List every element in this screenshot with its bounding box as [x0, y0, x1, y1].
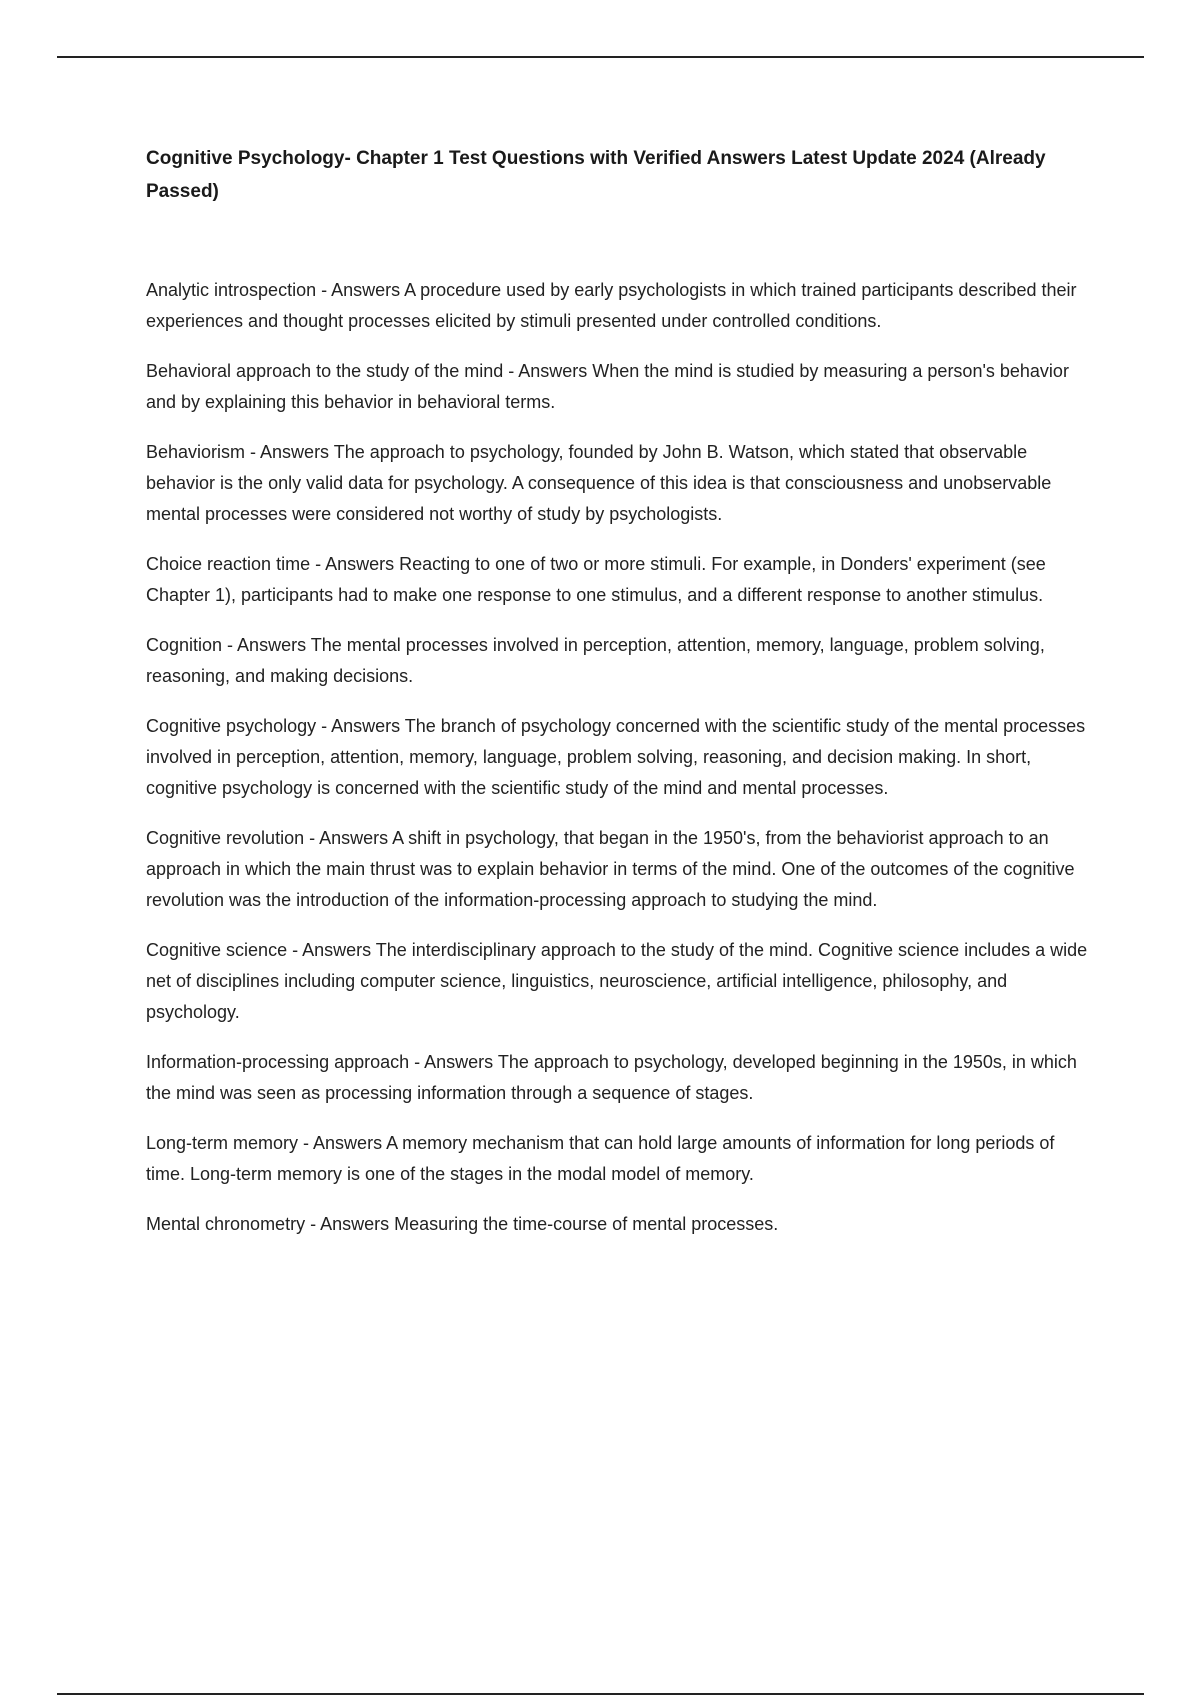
- list-item: Choice reaction time - Answers Reacting to one of two or more stimuli. For example, in Donders' experiment (see Chapter 1), participants had to make one response to one stimulus, and a different response to another stimulus.: [146, 554, 1046, 605]
- list-item: Information-processing approach - Answers The approach to psychology, developed beginning in the 1950s, in which the mind was seen as processing information through a sequence of stages.: [146, 1052, 1077, 1103]
- list-item: Analytic introspection - Answers A procedure used by early psychologists in which trained participants described their experiences and thought processes elicited by stimuli presented under controlled conditions.: [146, 280, 1077, 331]
- top-divider: [57, 56, 1144, 58]
- list-item: Cognitive psychology - Answers The branch of psychology concerned with the scientific study of the mental processes involved in perception, attention, memory, language, problem solving, reasoning, and decision making. In short, cognitive psychology is concerned with the scientific study of the mind and mental processes.: [146, 716, 1086, 798]
- document-title: Cognitive Psychology- Chapter 1 Test Questions with Verified Answers Latest Update 2024 (Already Passed): [146, 148, 1046, 202]
- list-item: Cognitive revolution - Answers A shift in psychology, that began in the 1950's, from the behaviorist approach to an approach in which the main thrust was to explain behavior in terms of the mind. One of the outcomes of the cognitive revolution was the introduction of the information-processing approach to studying the mind.: [146, 828, 1075, 910]
- list-item: Cognitive science - Answers The interdisciplinary approach to the study of the mind. Cognitive science includes a wide net of disciplines including computer science, linguistics, neuroscience, artificial intelligence, philosophy, and psychology.: [146, 940, 1088, 1022]
- entry-list: [146, 275, 1091, 1259]
- list-item: Mental chronometry - Answers Measuring the time-course of mental processes.: [146, 1214, 779, 1234]
- list-item: Cognition - Answers The mental processes involved in perception, attention, memory, language, problem solving, reasoning, and making decisions.: [146, 635, 1045, 686]
- list-item: Long-term memory - Answers A memory mechanism that can hold large amounts of information for long periods of time. Long-term memory is one of the stages in the modal model of memory.: [146, 1133, 1055, 1184]
- bottom-divider: [57, 1693, 1144, 1695]
- list-item: Behavioral approach to the study of the mind - Answers When the mind is studied by measuring a person's behavior and by explaining this behavior in behavioral terms.: [146, 361, 1069, 412]
- list-item: Behaviorism - Answers The approach to psychology, founded by John B. Watson, which stated that observable behavior is the only valid data for psychology. A consequence of this idea is that consciousness and unobservable mental processes were considered not worthy of study by psychologists.: [146, 442, 1052, 524]
